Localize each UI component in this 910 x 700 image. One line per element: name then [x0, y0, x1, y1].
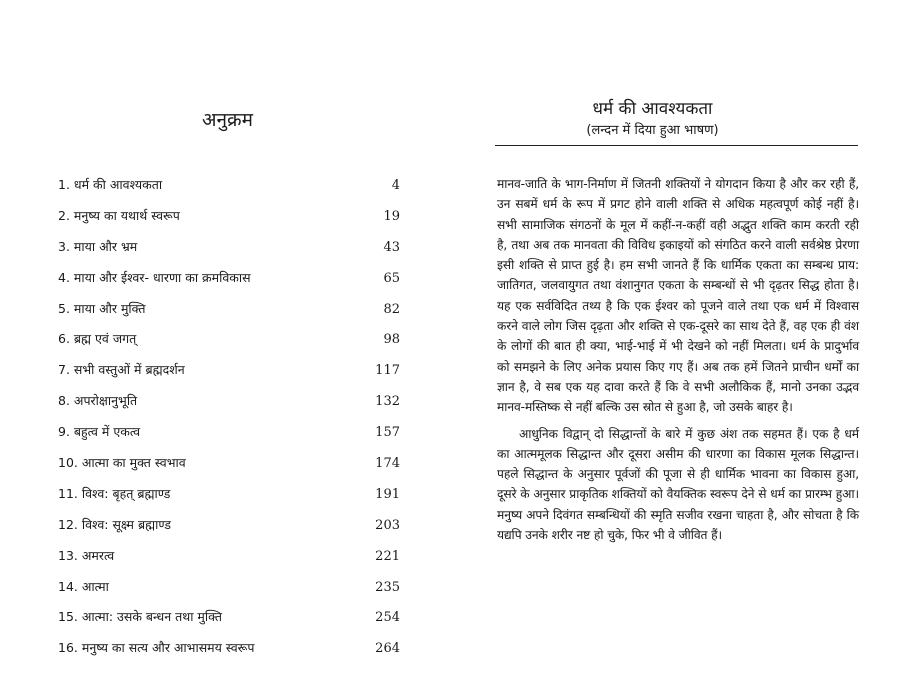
contents-entry-label: 16. मनुष्य का सत्य और आभासमय स्वरूप — [58, 640, 255, 656]
contents-entry-label: 3. माया और भ्रम — [58, 238, 138, 254]
contents-entry[interactable] — [58, 238, 400, 269]
contents-entry-label: 13. अमरत्व — [58, 547, 115, 563]
contents-entry-label: 7. सभी वस्तुओं में ब्रह्मदर्शन — [58, 362, 185, 378]
contents-entry[interactable] — [58, 300, 400, 331]
contents-entry[interactable] — [58, 392, 400, 423]
contents-entry-page: 98 — [383, 332, 400, 348]
contents-entry-page: 82 — [383, 301, 400, 317]
contents-entry-label: 1. धर्म की आवश्यकता — [58, 177, 163, 192]
contents-entry-page: 4 — [391, 178, 400, 193]
contents-entry-page: 43 — [383, 239, 400, 255]
contents-entry-label: 15. आत्मा: उसके बन्धन तथा मुक्ति — [58, 609, 222, 625]
contents-entry-label: 9. बहुत्व में एकत्व — [58, 424, 141, 440]
contents-entry[interactable] — [58, 516, 400, 547]
contents-entry[interactable] — [58, 578, 400, 609]
contents-entry-page: 235 — [375, 579, 400, 595]
contents-entry-label: 5. माया और मुक्ति — [58, 300, 146, 316]
contents-entry-label: 12. विश्व: सूक्ष्म ब्रह्माण्ड — [58, 516, 171, 532]
title-divider — [495, 145, 858, 146]
contents-entry[interactable] — [58, 269, 400, 300]
contents-entry[interactable] — [58, 485, 400, 516]
contents-entry-page: 19 — [383, 208, 400, 224]
contents-entry[interactable] — [58, 207, 400, 238]
right-page-chapter — [455, 0, 910, 700]
chapter-body — [497, 174, 859, 545]
contents-entry[interactable] — [58, 330, 400, 361]
contents-entry-label: 6. ब्रह्म एवं जगत् — [58, 331, 137, 347]
contents-entry[interactable] — [58, 361, 400, 392]
contents-entry[interactable] — [58, 608, 400, 639]
contents-entry[interactable] — [58, 547, 400, 578]
contents-entry-label: 8. अपरोक्षानुभूति — [58, 393, 138, 409]
contents-entry-page: 191 — [375, 486, 400, 502]
contents-entry-label: 14. आत्मा — [58, 578, 109, 594]
contents-entry-page: 174 — [375, 456, 400, 472]
contents-heading: अनुक्रम — [201, 109, 253, 131]
contents-entry[interactable] — [58, 176, 400, 207]
body-paragraph: आधुनिक विद्वान् दो सिद्धान्तों के बारे में कुछ अंश तक सहमत हैं। एक है धर्म का आत्ममूलक सिद्धान्त और दूसरा असीम की धारणा का विकास मूलक सिद्धान्त। पहले सिद्धान्त के अनुसार पूर्वजों की पूजा से ही धार्मिक भावना का विकास हुआ, दूसरे के अनुसार प्राकृतिक शक्तियों को वैयक्तिक स्वरूप देने से धर्म का प्रारम्भ हुआ। मनुष्य अपने दिवंगत सम्बन्धियों की स्मृति सजीव रखना चाहता है, और सोचता है कि यद्यपि उनके शरीर नष्ट हो चुके, फिर भी वे जीवित हैं। — [497, 426, 859, 543]
contents-entry[interactable] — [58, 423, 400, 454]
contents-entry-page: 132 — [375, 394, 400, 410]
contents-entry-page: 117 — [375, 363, 400, 379]
contents-entry-page: 203 — [375, 517, 400, 533]
contents-entry[interactable] — [58, 639, 400, 670]
contents-entry-page: 264 — [375, 641, 400, 657]
contents-entry-label: 2. मनुष्य का यथार्थ स्वरूप — [58, 207, 180, 223]
contents-entry-label: 10. आत्मा का मुक्त स्वभाव — [58, 455, 186, 471]
contents-entry-page: 221 — [375, 548, 400, 564]
chapter-subtitle: (लन्दन में दिया हुआ भाषण) — [586, 123, 719, 138]
contents-entry-page: 254 — [375, 610, 400, 626]
contents-entry-page: 65 — [383, 270, 400, 286]
contents-entry-page: 157 — [375, 425, 400, 441]
body-paragraph: मानव-जाति के भाग-निर्माण में जितनी शक्तियों ने योगदान किया है और कर रही हैं, उन सबमें धर्म के रूप में प्रगट होने वाली शक्ति से अधिक महत्वपूर्ण कोई नहीं है। सभी सामाजिक संगठनों के मूल में कहीं-न-कहीं वही अद्भुत शक्ति काम करती रही है, तथा अब तक मानवता की विविध इकाइयों को संगठित करने वाली सर्वश्रेष्ठ प्रेरणा इसी शक्ति से प्राप्त हुई है। हम सभी जानते हैं कि धार्मिक एकता का सम्बन्ध प्राय: जातिगत, जलवायुगत तथा वंशानुगत एकता के सम्बन्धों से भी दृढ़तर सिद्ध होता है। यह एक सर्वविदित तथ्य है कि एक ईश्वर को पूजने वाले तथा एक धर्म में विश्वास करने वाले लोग जिस दृढ़ता और शक्ति से एक-दूसरे का साथ देते हैं, वह एक ही वंश के लोगों की बात ही क्या, भाई-भाई में भी देखने को नहीं मिलता। धर्म के प्रादुर्भाव को समझने के लिए अनेक प्रयास किए गए हैं। अब तक हमें जितने प्राचीन धर्मों का ज्ञान है, वे सब एक यह दावा करते हैं कि वे सभी अलौकिक हैं, मानो उनका उद्भव मानव-मस्तिष्क से नहीं बल्कि उस स्रोत से हुआ है, जो उसके बाहर है। — [497, 177, 859, 415]
contents-entry-label: 11. विश्व: बृहत् ब्रह्माण्ड — [58, 485, 171, 501]
contents-entry-label: 4. माया और ईश्वर- धारणा का क्रमविकास — [58, 269, 251, 285]
chapter-title: धर्म की आवश्यकता — [592, 99, 713, 119]
contents-list — [58, 176, 400, 670]
contents-entry[interactable] — [58, 454, 400, 485]
